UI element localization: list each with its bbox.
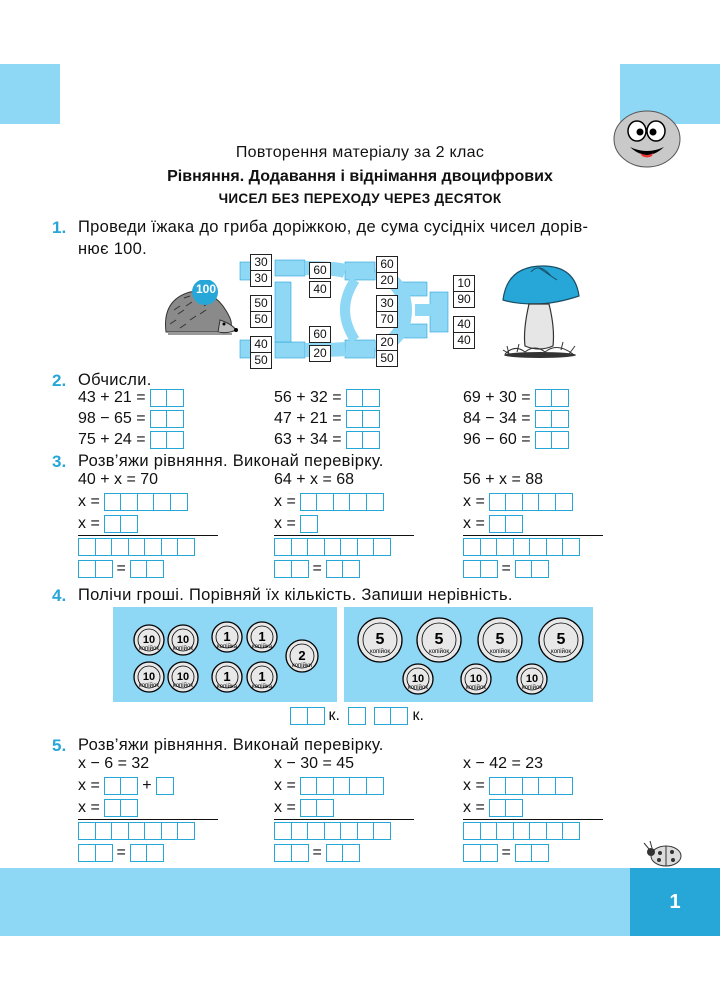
svg-text:5: 5 bbox=[495, 631, 505, 648]
answer-cells[interactable] bbox=[130, 844, 165, 862]
answer-cells[interactable] bbox=[374, 707, 409, 725]
solution-row bbox=[463, 492, 603, 512]
expression: 69 + 30 = bbox=[463, 389, 531, 406]
check-row bbox=[78, 821, 218, 841]
task5-block bbox=[78, 754, 218, 863]
path-number[interactable]: 90 bbox=[453, 291, 475, 308]
task5-text: Розв’яжи рівняння. Виконай перевірку. bbox=[78, 736, 384, 754]
answer-cells[interactable] bbox=[274, 538, 391, 556]
task1-number: 1. bbox=[52, 218, 67, 237]
answer-cells[interactable] bbox=[150, 410, 185, 428]
x-label: x = bbox=[463, 777, 485, 794]
solution-row bbox=[274, 492, 414, 512]
task2-equation bbox=[463, 388, 569, 408]
x-label: x = bbox=[274, 515, 296, 532]
x-label: x = bbox=[274, 777, 296, 794]
x-label: x = bbox=[78, 777, 100, 794]
separator-line bbox=[78, 819, 218, 820]
mushroom-icon bbox=[495, 258, 585, 362]
svg-text:10: 10 bbox=[176, 671, 190, 683]
expression: 98 − 65 = bbox=[78, 410, 146, 427]
task2-equation bbox=[463, 409, 569, 429]
path-number[interactable]: 30 bbox=[376, 295, 398, 312]
answer-cells[interactable] bbox=[300, 777, 384, 795]
path-number[interactable]: 60 bbox=[309, 326, 331, 343]
answer-cells[interactable] bbox=[78, 822, 195, 840]
equation: 64 + x = 68 bbox=[274, 471, 355, 488]
x-label: x = bbox=[463, 493, 485, 510]
svg-text:10: 10 bbox=[469, 673, 483, 685]
answer-cells[interactable] bbox=[535, 431, 570, 449]
coin-1 bbox=[212, 662, 242, 692]
path-number[interactable]: 50 bbox=[250, 295, 272, 312]
title-line-1: Рівняння. Додавання і віднімання двоцифрових bbox=[167, 168, 553, 185]
bottom-band bbox=[0, 868, 720, 936]
svg-text:1: 1 bbox=[223, 669, 231, 684]
path-number[interactable]: 10 bbox=[453, 275, 475, 292]
coins-right bbox=[344, 607, 593, 702]
eq-sign: = bbox=[501, 560, 511, 577]
path-number[interactable]: 50 bbox=[250, 311, 272, 328]
svg-text:1: 1 bbox=[223, 629, 231, 644]
svg-text:копійок: копійок bbox=[551, 649, 571, 655]
path-number[interactable]: 60 bbox=[376, 256, 398, 273]
task3-block bbox=[274, 470, 414, 579]
solution-row bbox=[463, 798, 603, 818]
separator-line bbox=[463, 535, 603, 536]
task2-equation bbox=[463, 430, 569, 450]
check-row bbox=[274, 559, 414, 579]
task3-number: 3. bbox=[52, 452, 67, 471]
subtitle: Повторення матеріалу за 2 клас bbox=[235, 144, 485, 161]
svg-text:копійка: копійка bbox=[251, 644, 273, 650]
coin-2 bbox=[286, 640, 318, 672]
answer-cells[interactable] bbox=[104, 493, 188, 511]
comparison-cell[interactable] bbox=[348, 707, 366, 725]
solution-row bbox=[78, 776, 218, 796]
path-number[interactable]: 70 bbox=[376, 311, 398, 328]
check-row bbox=[463, 843, 603, 863]
path-number[interactable]: 60 bbox=[309, 262, 331, 279]
svg-text:копійок: копійок bbox=[139, 646, 159, 652]
expression: 43 + 21 = bbox=[78, 389, 146, 406]
answer-cells[interactable] bbox=[104, 777, 139, 795]
svg-text:копійок: копійок bbox=[173, 683, 193, 689]
coin-5 bbox=[358, 618, 402, 662]
answer-cells[interactable] bbox=[326, 844, 361, 862]
maze-paths bbox=[235, 252, 485, 368]
task2-equation bbox=[78, 388, 184, 408]
svg-text:10: 10 bbox=[142, 671, 156, 683]
answer-cells[interactable] bbox=[274, 822, 391, 840]
coin-5 bbox=[478, 618, 522, 662]
svg-text:1: 1 bbox=[258, 669, 266, 684]
coin-10 bbox=[461, 664, 491, 694]
equation: x − 42 = 23 bbox=[463, 755, 544, 772]
path-number[interactable]: 40 bbox=[453, 316, 475, 333]
separator-line bbox=[463, 819, 603, 820]
inequality-row bbox=[290, 706, 424, 726]
path-number[interactable]: 30 bbox=[250, 270, 272, 287]
svg-text:копійки: копійки bbox=[292, 663, 312, 669]
coin-10 bbox=[134, 625, 164, 655]
svg-text:1: 1 bbox=[258, 629, 266, 644]
answer-cells[interactable] bbox=[274, 844, 309, 862]
answer-cells[interactable] bbox=[326, 560, 361, 578]
svg-text:5: 5 bbox=[375, 631, 385, 648]
task2-equation bbox=[274, 430, 380, 450]
equation: x − 30 = 45 bbox=[274, 755, 355, 772]
task2-column bbox=[274, 388, 380, 450]
title-line-2: ЧИСЕЛ БЕЗ ПЕРЕХОДУ ЧЕРЕЗ ДЕСЯТОК bbox=[218, 191, 502, 206]
unit-label: к. bbox=[412, 707, 424, 724]
answer-cells[interactable] bbox=[489, 799, 524, 817]
coin-10 bbox=[168, 662, 198, 692]
answer-cells[interactable] bbox=[489, 493, 573, 511]
svg-text:копійок: копійок bbox=[408, 685, 428, 691]
coin-1 bbox=[247, 662, 277, 692]
answer-cells[interactable] bbox=[156, 777, 174, 795]
page-number: 1 bbox=[630, 868, 720, 936]
svg-text:копійка: копійка bbox=[216, 684, 238, 690]
answer-cells[interactable] bbox=[78, 538, 195, 556]
separator-line bbox=[78, 535, 218, 536]
check-row bbox=[78, 559, 218, 579]
task2-text: Обчисли. bbox=[78, 371, 152, 389]
task3-block bbox=[78, 470, 218, 579]
answer-cells[interactable] bbox=[515, 560, 550, 578]
path-number[interactable]: 20 bbox=[309, 345, 331, 362]
x-label: x = bbox=[463, 515, 485, 532]
task4-text: Полічи гроші. Порівняй їх кількість. Запиши нерівність. bbox=[78, 586, 513, 604]
eq-sign: = bbox=[116, 844, 126, 861]
svg-text:10: 10 bbox=[176, 634, 190, 646]
task3-block bbox=[463, 470, 603, 579]
answer-cells[interactable] bbox=[489, 777, 573, 795]
coins-left bbox=[113, 607, 337, 702]
solution-row bbox=[463, 514, 603, 534]
eq-sign: = bbox=[312, 844, 322, 861]
coin-10 bbox=[134, 662, 164, 692]
svg-text:копійок: копійок bbox=[490, 649, 510, 655]
x-label: x = bbox=[78, 515, 100, 532]
solution-row bbox=[78, 492, 218, 512]
answer-cells[interactable] bbox=[130, 560, 165, 578]
coin-10 bbox=[517, 664, 547, 694]
svg-text:10: 10 bbox=[525, 673, 539, 685]
x-label: x = bbox=[78, 493, 100, 510]
coin-5 bbox=[417, 618, 461, 662]
check-row bbox=[463, 559, 603, 579]
answer-cells[interactable] bbox=[346, 431, 381, 449]
answer-cells[interactable] bbox=[150, 389, 185, 407]
task2-column bbox=[78, 388, 184, 450]
unit-label: к. bbox=[328, 707, 340, 724]
svg-text:2: 2 bbox=[298, 648, 306, 663]
answer-cells[interactable] bbox=[535, 410, 570, 428]
expression: 47 + 21 = bbox=[274, 410, 342, 427]
coin-10 bbox=[403, 664, 433, 694]
svg-text:копійок: копійок bbox=[466, 685, 486, 691]
path-number[interactable]: 20 bbox=[376, 272, 398, 289]
expression: 96 − 60 = bbox=[463, 431, 531, 448]
eq-sign: = bbox=[501, 844, 511, 861]
task1-text-line1: Проведи їжака до гриба доріжкою, де сума сусідніх чисел дорів- bbox=[78, 218, 589, 236]
answer-cells[interactable] bbox=[78, 844, 113, 862]
path-number[interactable]: 50 bbox=[250, 352, 272, 369]
separator-line bbox=[274, 535, 414, 536]
equation: x − 6 = 32 bbox=[78, 755, 150, 772]
equation: 56 + x = 88 bbox=[463, 471, 544, 488]
svg-text:копійок: копійок bbox=[173, 646, 193, 652]
solution-row bbox=[78, 798, 218, 818]
svg-text:копійок: копійок bbox=[429, 649, 449, 655]
solution-row bbox=[78, 514, 218, 534]
separator-line bbox=[274, 819, 414, 820]
task5-block bbox=[463, 754, 603, 863]
task1-text-line2: нює 100. bbox=[78, 240, 148, 258]
solution-row bbox=[274, 776, 414, 796]
plus-sign: + bbox=[142, 777, 152, 794]
expression: 75 + 24 = bbox=[78, 431, 146, 448]
answer-cells[interactable] bbox=[463, 538, 580, 556]
svg-text:копійка: копійка bbox=[216, 644, 238, 650]
check-row bbox=[78, 843, 218, 863]
answer-cells[interactable] bbox=[463, 822, 580, 840]
svg-text:копійок: копійок bbox=[139, 683, 159, 689]
check-row bbox=[274, 537, 414, 557]
hedgehog-number: 100 bbox=[195, 282, 217, 296]
answer-cells[interactable] bbox=[346, 389, 381, 407]
path-number[interactable]: 50 bbox=[376, 350, 398, 367]
coin-5 bbox=[539, 618, 583, 662]
check-row bbox=[463, 821, 603, 841]
task3-text: Розв’яжи рівняння. Виконай перевірку. bbox=[78, 452, 384, 470]
svg-text:копійка: копійка bbox=[251, 684, 273, 690]
answer-cells[interactable] bbox=[300, 493, 384, 511]
answer-cells[interactable] bbox=[274, 560, 309, 578]
expression: 63 + 34 = bbox=[274, 431, 342, 448]
answer-cells[interactable] bbox=[346, 410, 381, 428]
answer-cells[interactable] bbox=[150, 431, 185, 449]
svg-text:5: 5 bbox=[556, 631, 566, 648]
expression: 56 + 32 = bbox=[274, 389, 342, 406]
eq-sign: = bbox=[116, 560, 126, 577]
check-row bbox=[274, 821, 414, 841]
solution-row bbox=[274, 514, 414, 534]
x-label: x = bbox=[463, 799, 485, 816]
path-number[interactable]: 20 bbox=[376, 334, 398, 351]
svg-text:5: 5 bbox=[434, 631, 444, 648]
check-row bbox=[78, 537, 218, 557]
solution-row bbox=[274, 798, 414, 818]
answer-cells[interactable] bbox=[104, 799, 139, 817]
path-number[interactable]: 30 bbox=[250, 254, 272, 271]
eq-sign: = bbox=[312, 560, 322, 577]
svg-text:10: 10 bbox=[411, 673, 425, 685]
check-row bbox=[274, 843, 414, 863]
task4-number: 4. bbox=[52, 586, 67, 605]
answer-cells[interactable] bbox=[300, 515, 318, 533]
answer-cells[interactable] bbox=[300, 799, 335, 817]
task2-equation bbox=[78, 409, 184, 429]
coin-1 bbox=[212, 622, 242, 652]
path-number[interactable]: 40 bbox=[250, 336, 272, 353]
solution-row bbox=[463, 776, 603, 796]
answer-cells[interactable] bbox=[489, 515, 524, 533]
equation: 40 + x = 70 bbox=[78, 471, 159, 488]
task5-number: 5. bbox=[52, 736, 67, 755]
answer-cells[interactable] bbox=[290, 707, 325, 725]
answer-cells[interactable] bbox=[463, 560, 498, 578]
coin-1 bbox=[247, 622, 277, 652]
task2-equation bbox=[274, 409, 380, 429]
svg-text:копійок: копійок bbox=[522, 685, 542, 691]
ladybug-icon bbox=[640, 838, 690, 868]
task5-block bbox=[274, 754, 414, 863]
svg-text:10: 10 bbox=[142, 634, 156, 646]
svg-text:копійок: копійок bbox=[370, 649, 390, 655]
x-label: x = bbox=[78, 799, 100, 816]
expression: 84 − 34 = bbox=[463, 410, 531, 427]
x-label: x = bbox=[274, 493, 296, 510]
task2-column bbox=[463, 388, 569, 450]
answer-cells[interactable] bbox=[515, 844, 550, 862]
task2-equation bbox=[274, 388, 380, 408]
answer-cells[interactable] bbox=[463, 844, 498, 862]
answer-cells[interactable] bbox=[104, 515, 139, 533]
page-card bbox=[60, 64, 620, 124]
check-row bbox=[463, 537, 603, 557]
coin-10 bbox=[168, 625, 198, 655]
task2-number: 2. bbox=[52, 371, 67, 390]
x-label: x = bbox=[274, 799, 296, 816]
answer-cells[interactable] bbox=[78, 560, 113, 578]
path-number[interactable]: 40 bbox=[453, 332, 475, 349]
answer-cells[interactable] bbox=[535, 389, 570, 407]
task2-equation bbox=[78, 430, 184, 450]
path-number[interactable]: 40 bbox=[309, 281, 331, 298]
